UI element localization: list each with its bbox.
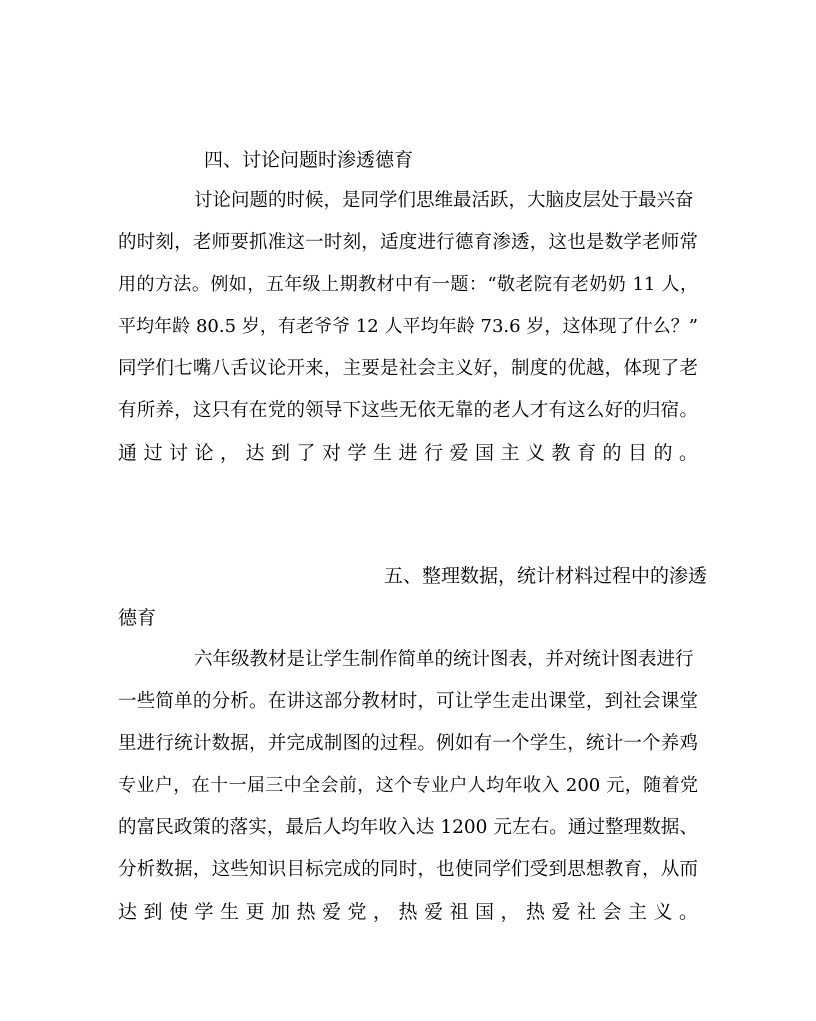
section-4-paragraph-line: 通过讨论，达到了对学生进行爱国主义教育的目的。 <box>118 442 698 464</box>
section-5-heading: 五、整理数据，统计材料过程中的渗透 <box>384 565 708 587</box>
section-4-heading: 四、讨论问题时渗透德育 <box>204 149 414 171</box>
section-5-heading-continued: 德育 <box>118 607 157 629</box>
section-5-paragraph-line: 达到使学生更加热爱党，热爱祖国，热爱社会主义。 <box>118 901 698 923</box>
section-4-paragraph-line: 同学们七嘴八舌议论开来，主要是社会主义好，制度的优越，体现了老 <box>118 358 698 379</box>
section-4-paragraph-line: 平均年龄 80.5 岁，有老爷爷 12 人平均年龄 73.6 岁，这体现了什么？” <box>118 316 698 337</box>
section-4-paragraph-line: 有所养，这只有在党的领导下这些无依无靠的老人才有这么好的归宿。 <box>118 400 698 421</box>
section-5-paragraph-line: 的富民政策的落实，最后人均年收入达 1200 元左右。通过整理数据、 <box>118 817 698 838</box>
section-5-paragraph-line: 六年级教材是让学生制作简单的统计图表，并对统计图表进行 <box>194 649 694 670</box>
section-5-paragraph-line: 一些简单的分析。在讲这部分教材时，可让学生走出课堂，到社会课堂 <box>118 691 698 712</box>
section-5-paragraph-line: 专业户，在十一届三中全会前，这个专业户人均年收入 200 元，随着党 <box>118 775 698 796</box>
section-5-paragraph-line: 分析数据，这些知识目标完成的同时，也使同学们受到思想教育，从而 <box>118 859 698 880</box>
section-5-paragraph-line: 里进行统计数据，并完成制图的过程。例如有一个学生，统计一个养鸡 <box>118 733 698 754</box>
section-4-paragraph-line: 讨论问题的时候，是同学们思维最活跃，大脑皮层处于最兴奋 <box>194 190 694 211</box>
section-4-paragraph-line: 用的方法。例如，五年级上期教材中有一题：“敬老院有老奶奶 11 人， <box>118 274 698 295</box>
section-4-paragraph-line: 的时刻，老师要抓准这一时刻，适度进行德育渗透，这也是数学老师常 <box>118 232 698 253</box>
